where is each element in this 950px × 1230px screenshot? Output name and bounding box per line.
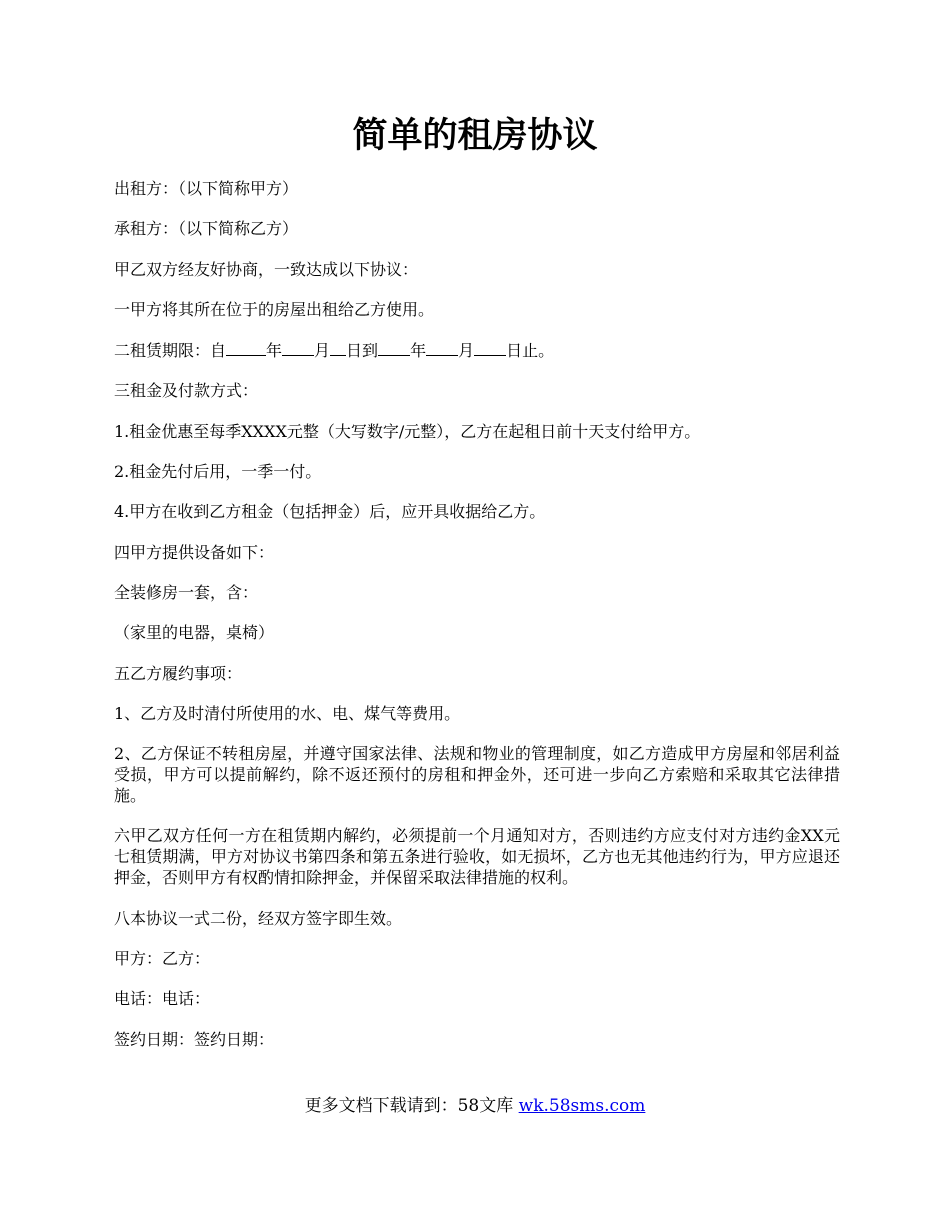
document-title: 简单的租房协议 [352, 115, 598, 156]
clause-4-line-a: 全装修房一套，含： [114, 582, 259, 602]
footer [0, 1094, 950, 1118]
signature-parties: 甲方：乙方： [114, 949, 211, 969]
signature-phone: 电话：电话： [114, 989, 211, 1009]
blank-end-year [378, 339, 410, 356]
clause-3-item-4: 4.甲方在收到乙方租金（包括押金）后，应开具收据给乙方。 [114, 502, 546, 522]
clause-4: 四甲方提供设备如下： [114, 542, 275, 562]
lease-term-month-2: 月 [458, 341, 475, 361]
blank-start-month [282, 339, 314, 356]
clause-3: 三租金及付款方式： [114, 381, 259, 401]
lease-term-year-1: 年 [266, 341, 283, 361]
lessee-line: 承租方：（以下简称乙方） [114, 219, 299, 239]
clause-6: 六甲乙双方任何一方在租赁期内解约，必须提前一个月通知对方，否则违约方应支付对方违约金XX元七租赁期满，甲方对协议书第四条和第五条进行验收，如无损坏，乙方也无其他违约行为，甲方应退还押金，否则甲方有权酌情扣除押金，并保留采取法律措施的权利。 [114, 826, 840, 888]
blank-start-day [330, 339, 346, 356]
lease-term-month-1: 月 [314, 341, 331, 361]
document-body [114, 178, 840, 1069]
lessor-line: 出租方：（以下简称甲方） [114, 179, 299, 198]
lease-term-day-1: 日到 [346, 341, 379, 361]
clause-5-item-2: 2、乙方保证不转租房屋，并遵守国家法律、法规和物业的管理制度，如乙方造成甲方房屋和邻居利益受损，甲方可以提前解约，除不返还预付的房租和押金外，还可进一步向乙方索赔和采取其它法律措施。 [114, 744, 840, 806]
lease-term-prefix: 二租赁期限：自 [114, 341, 227, 361]
lease-term-day-2: 日止。 [506, 341, 555, 361]
signature-date: 签约日期：签约日期： [114, 1029, 275, 1049]
clause-4-line-b: （家里的电器，桌椅） [114, 623, 275, 643]
blank-start-year [226, 339, 266, 356]
clause-5: 五乙方履约事项： [114, 663, 243, 683]
clause-8: 八本协议一式二份，经双方签字即生效。 [114, 908, 403, 928]
intro-line: 甲乙双方经友好协商，一致达成以下协议： [114, 259, 419, 279]
blank-end-month [426, 339, 458, 356]
clause-1: 一甲方将其所在位于的房屋出租给乙方使用。 [114, 299, 435, 319]
blank-end-day [474, 339, 506, 356]
footer-link[interactable]: wk.58sms.com [518, 1096, 646, 1116]
clause-3-item-1: 1.租金优惠至每季XXXX元整（大写数字/元整），乙方在起租日前十天支付给甲方。 [114, 421, 701, 441]
footer-text: 更多文档下载请到：58文库 [304, 1096, 519, 1116]
clause-3-item-2: 2.租金先付后用，一季一付。 [114, 462, 322, 482]
lease-term-year-2: 年 [410, 341, 427, 361]
clause-5-item-1: 1、乙方及时清付所使用的水、电、煤气等费用。 [114, 703, 461, 723]
clause-2-lease-term [114, 339, 840, 361]
